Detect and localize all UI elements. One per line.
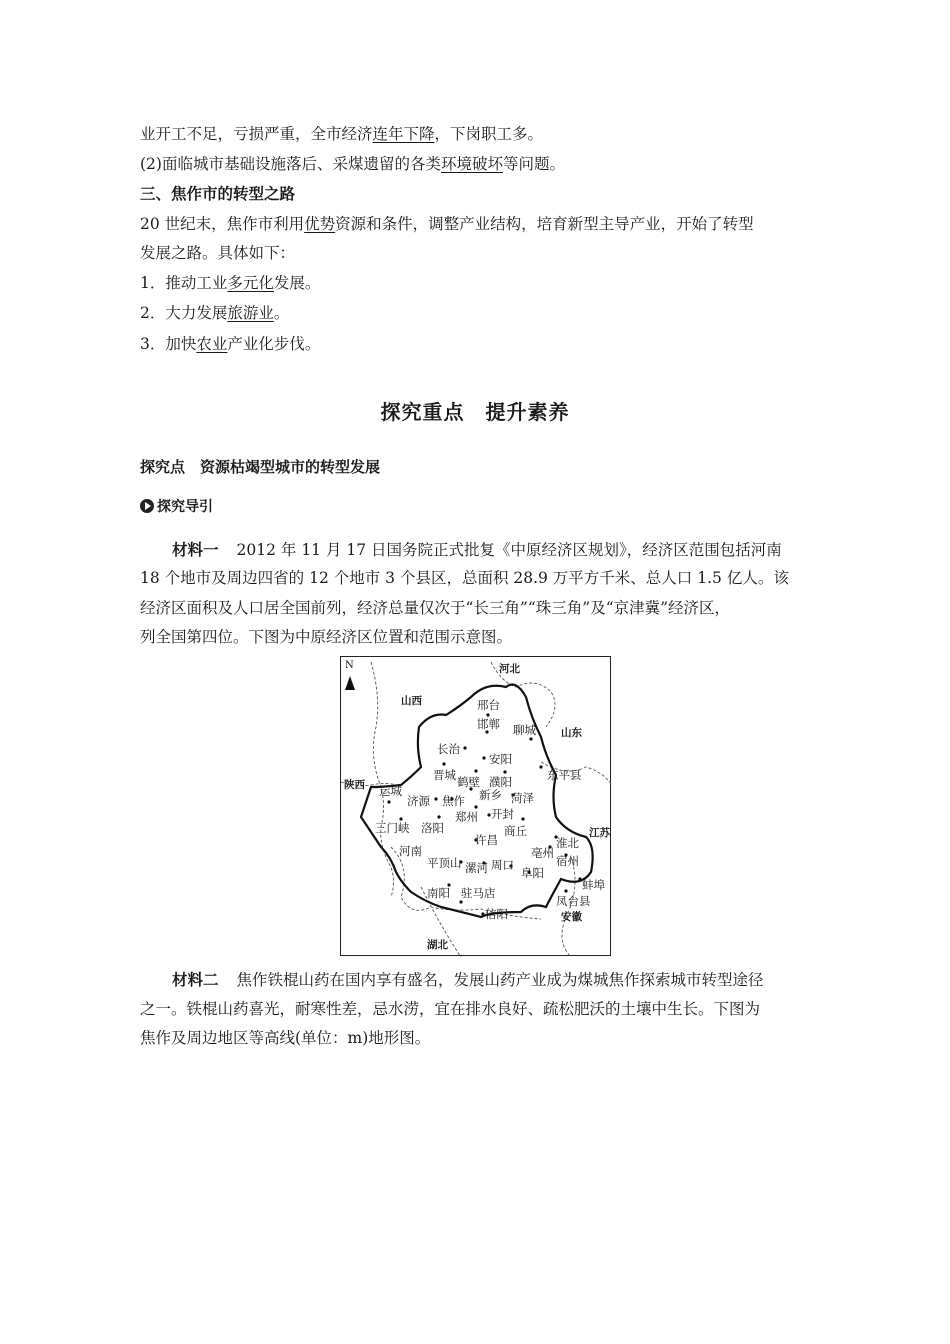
north-arrow-label: N (345, 660, 354, 671)
play-icon (140, 499, 154, 513)
province-label: 湖北 (427, 939, 448, 951)
city-label: 亳州 (531, 846, 554, 860)
guide-heading: 探究导引 (140, 497, 213, 517)
section-heading: 三、焦作市的转型之路 (140, 185, 296, 203)
list-item: 1．推动工业多元化发展。 (140, 274, 321, 292)
city-label: 新乡 (479, 788, 502, 802)
province-label: 陕西 (344, 779, 365, 791)
region-map (340, 656, 611, 956)
underlined-term: 农业 (196, 335, 228, 353)
city-label: 濮阳 (489, 775, 512, 789)
city-label: 平顶山 (427, 856, 462, 870)
city-label: 三门峡 (375, 821, 410, 835)
list-item: 3．加快农业产业化步伐。 (140, 335, 321, 353)
city-label: 开封 (491, 807, 514, 821)
city-label: 菏泽 (511, 791, 534, 805)
city-label: 漯河 (465, 861, 488, 875)
city-label: 宿州 (556, 854, 579, 868)
city-label: 焦作 (442, 794, 465, 808)
underlined-term: 多元化 (227, 274, 274, 292)
underlined-term: 旅游业 (227, 304, 274, 322)
city-label: 东平县 (547, 768, 582, 782)
city-label: 信阳 (485, 907, 508, 921)
province-label: 河北 (499, 663, 520, 675)
province-label: 安徽 (561, 911, 582, 923)
province-label: 山西 (401, 695, 422, 707)
underlined-term: 优势 (304, 215, 336, 233)
material1-line-4: 列全国第四位。下图为中原经济区位置和范围示意图。 (140, 628, 513, 646)
city-label: 运城 (379, 784, 402, 798)
topic-heading: 探究点 资源枯竭型城市的转型发展 (140, 458, 381, 476)
city-label: 蚌埠 (582, 878, 605, 892)
section-paragraph-line-1: 20 世纪末，焦作市利用优势资源和条件，调整产业结构，培育新型主导产业，开始了转型 (140, 215, 754, 233)
material2-line-1: 材料二 焦作铁棍山药在国内享有盛名，发展山药产业成为煤城焦作探索城市转型途径 (172, 971, 764, 989)
city-label: 凤台县 (556, 894, 591, 908)
city-label: 商丘 (504, 824, 527, 838)
underlined-term: 连年下降 (372, 125, 435, 143)
intro-line-2: (2)面临城市基础设施落后、采煤遗留的各类环境破坏等问题。 (140, 155, 565, 173)
city-label: 洛阳 (421, 821, 444, 835)
province-label: 江苏 (589, 827, 610, 839)
city-label: 淮北 (556, 836, 579, 850)
main-title: 探究重点 提升素养 (380, 400, 570, 424)
city-label: 周口 (491, 858, 514, 872)
city-label: 许昌 (475, 833, 498, 847)
city-label: 邢台 (477, 698, 500, 712)
city-label: 安阳 (489, 752, 512, 766)
city-label: 鹤壁 (457, 775, 480, 789)
city-label: 邯郸 (477, 717, 500, 731)
intro-line-1: 业开工不足，亏损严重，全市经济连年下降，下岗职工多。 (140, 125, 544, 143)
city-label: 济源 (407, 794, 430, 808)
city-label: 晋城 (433, 768, 456, 782)
province-label: 河南 (399, 844, 422, 858)
material1-line-2: 18 个地市及周边四省的 12 个地市 3 个县区，总面积 28.9 万平方千米、总人口 1.5 亿人。该 (140, 569, 789, 587)
list-item: 2．大力发展旅游业。 (140, 304, 290, 322)
material-label: 材料一 (172, 541, 219, 559)
city-label: 聊城 (513, 723, 536, 737)
city-label: 阜阳 (521, 866, 544, 880)
province-label: 山东 (561, 727, 582, 739)
city-label: 南阳 (427, 886, 450, 900)
city-label: 长治 (437, 742, 460, 756)
section-paragraph-line-2: 发展之路。具体如下： (140, 244, 296, 262)
material-label: 材料二 (172, 971, 219, 989)
material1-line-3: 经济区面积及人口居全国前列，经济总量仅次于“长三角”“珠三角”及“京津冀”经济区， (140, 599, 731, 617)
city-label: 驻马店 (461, 886, 496, 900)
city-label: 郑州 (455, 810, 478, 824)
underlined-term: 环境破坏 (440, 155, 503, 173)
material2-line-3: 焦作及周边地区等高线(单位：m)地形图。 (140, 1029, 431, 1047)
material1-line-1: 材料一 2012 年 11 月 17 日国务院正式批复《中原经济区规划》，经济区范围包括河南 (172, 541, 782, 559)
material2-line-2: 之一。铁棍山药喜光，耐寒性差，忌水涝，宜在排水良好、疏松肥沃的土壤中生长。下图为 (140, 1000, 761, 1018)
